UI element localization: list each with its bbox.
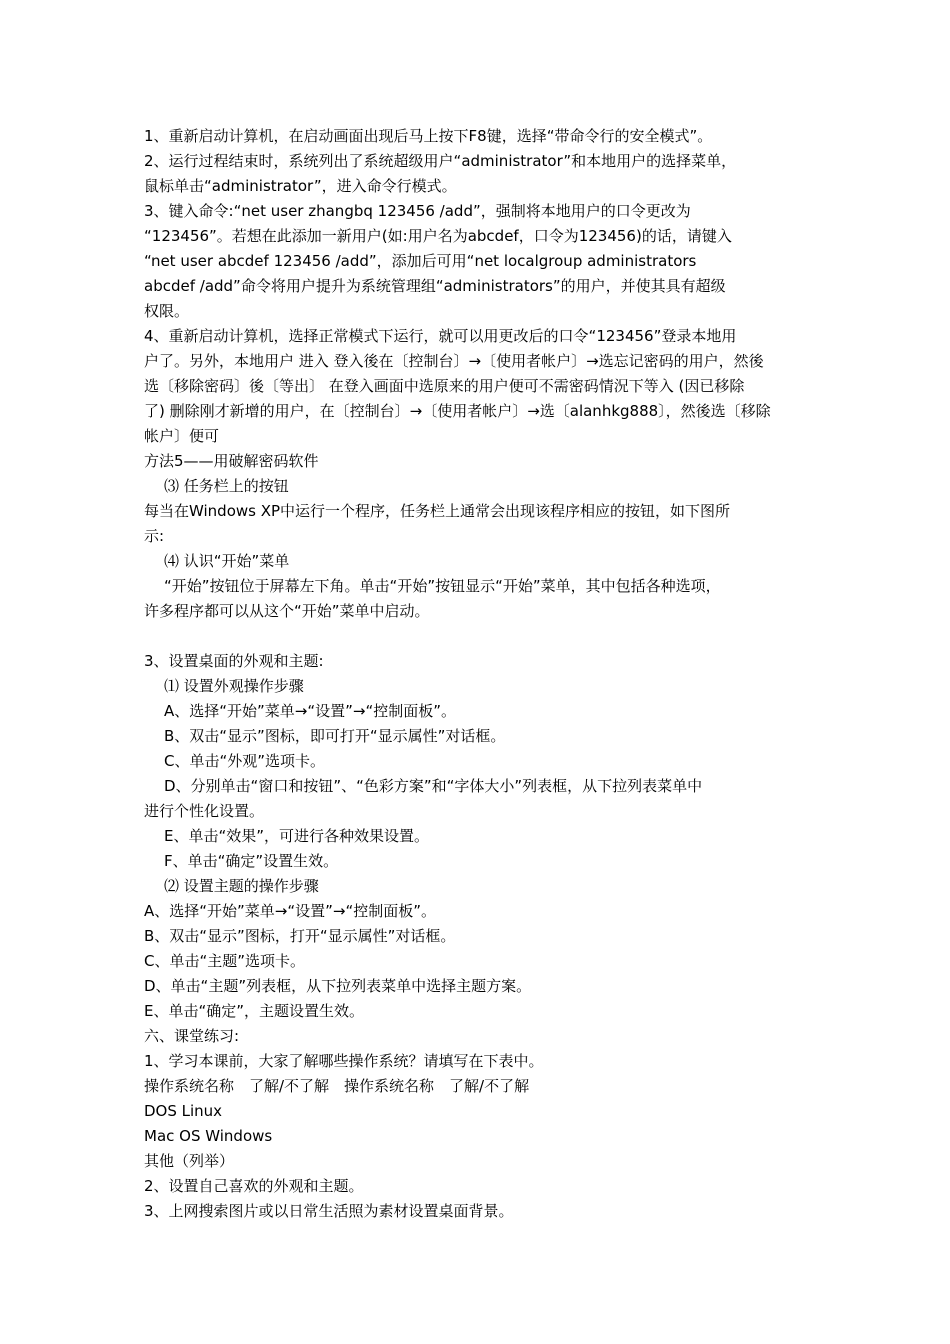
text-line: 鼠标单击“administrator”，进入命令行模式。 [144,177,457,195]
text-line: 权限。 [144,302,190,320]
text-line: D、单击“主题”列表框，从下拉列表菜单中选择主题方案。 [144,977,532,995]
text-line: 3、上网搜索图片或以日常生活照为素材设置桌面背景。 [144,1202,514,1220]
text-line: “开始”按钮位于屏幕左下角。单击“开始”按钮显示“开始”菜单，其中包括各种选项， [164,577,721,595]
text-line: 示: [144,527,165,545]
text-line: 1、重新启动计算机，在启动画面出现后马上按下F8键，选择“带命令行的安全模式”。 [144,127,713,145]
text-line: 户了。另外，本地用户 进入 登入後在〔控制台〕→〔使用者帐户〕→选忘记密码的用户，然後 [144,352,764,370]
text-line: A、选择“开始”菜单→“设置”→“控制面板”。 [144,902,437,920]
text-line: 4、重新启动计算机，选择正常模式下运行，就可以用更改后的口令“123456”登录本地用 [144,327,737,345]
text-line: ⑵ 设置主题的操作步骤 [164,877,319,895]
text-line: ⑷ 认识“开始”菜单 [164,552,290,570]
text-line: C、单击“主题”选项卡。 [144,952,306,970]
text-line: A、选择“开始”菜单→“设置”→“控制面板”。 [164,702,457,720]
text-line: “123456”。若想在此添加一新用户(如:用户名为abcdef，口令为123456)的话，请键入 [144,227,732,245]
text-line: 每当在Windows XP中运行一个程序，任务栏上通常会出现该程序相应的按钮，如下图所 [144,502,731,520]
text-line: 许多程序都可以从这个“开始”菜单中启动。 [144,602,430,620]
text-line: 选〔移除密码〕後〔等出〕 在登入画面中选原来的用户便可不需密码情況下等入 (因已移除 [144,377,745,395]
text-line: 操作系统名称 了解/不了解 操作系统名称 了解/不了解 [144,1077,530,1095]
text-line: 方法5——用破解密码软件 [144,452,319,470]
text-line: C、单击“外观”选项卡。 [164,752,326,770]
text-line: ⑴ 设置外观操作步骤 [164,677,304,695]
blank-line [144,624,812,649]
text-line: DOS Linux [144,1102,223,1120]
text-line: E、单击“确定”，主题设置生效。 [144,1002,365,1020]
text-line: D、分别单击“窗口和按钮”、“色彩方案”和“字体大小”列表框，从下拉列表菜单中 [164,777,703,795]
text-line: Mac OS Windows [144,1127,273,1145]
text-line: “net user abcdef 123456 /add”，添加后可用“net localgroup administrators [144,252,697,270]
text-line: 3、键入命令:“net user zhangbq 123456 /add”，强制将本地用户的口令更改为 [144,202,691,220]
text-line: 2、设置自己喜欢的外观和主题。 [144,1177,364,1195]
text-line: 进行个性化设置。 [144,802,265,820]
text-line: 其他（列举） [144,1152,235,1170]
document-page [144,124,812,1224]
text-line: 六、课堂练习: [144,1027,240,1045]
text-line: B、双击“显示”图标，打开“显示属性”对话框。 [144,927,456,945]
text-line: B、双击“显示”图标，即可打开“显示属性”对话框。 [164,727,506,745]
text-line: 2、运行过程结束时，系统列出了系统超级用户“administrator”和本地用户的选择菜单， [144,152,737,170]
text-line: ⑶ 任务栏上的按钮 [164,477,289,495]
text-line: F、单击“确定”设置生效。 [164,852,339,870]
text-line: 1、学习本课前，大家了解哪些操作系统？请填写在下表中。 [144,1052,544,1070]
text-line: E、单击“效果”，可进行各种效果设置。 [164,827,430,845]
text-line: 帐户〕便可 [144,427,220,445]
text-line: abcdef /add”命令将用户提升为系统管理组“administrators”的用户，并使其具有超级 [144,277,726,295]
text-line: 3、设置桌面的外观和主题: [144,652,324,670]
text-line: 了) 删除刚才新增的用户，在〔控制台〕→〔使用者帐户〕→选〔alanhkg888〕，然後选〔移除 [144,402,771,420]
